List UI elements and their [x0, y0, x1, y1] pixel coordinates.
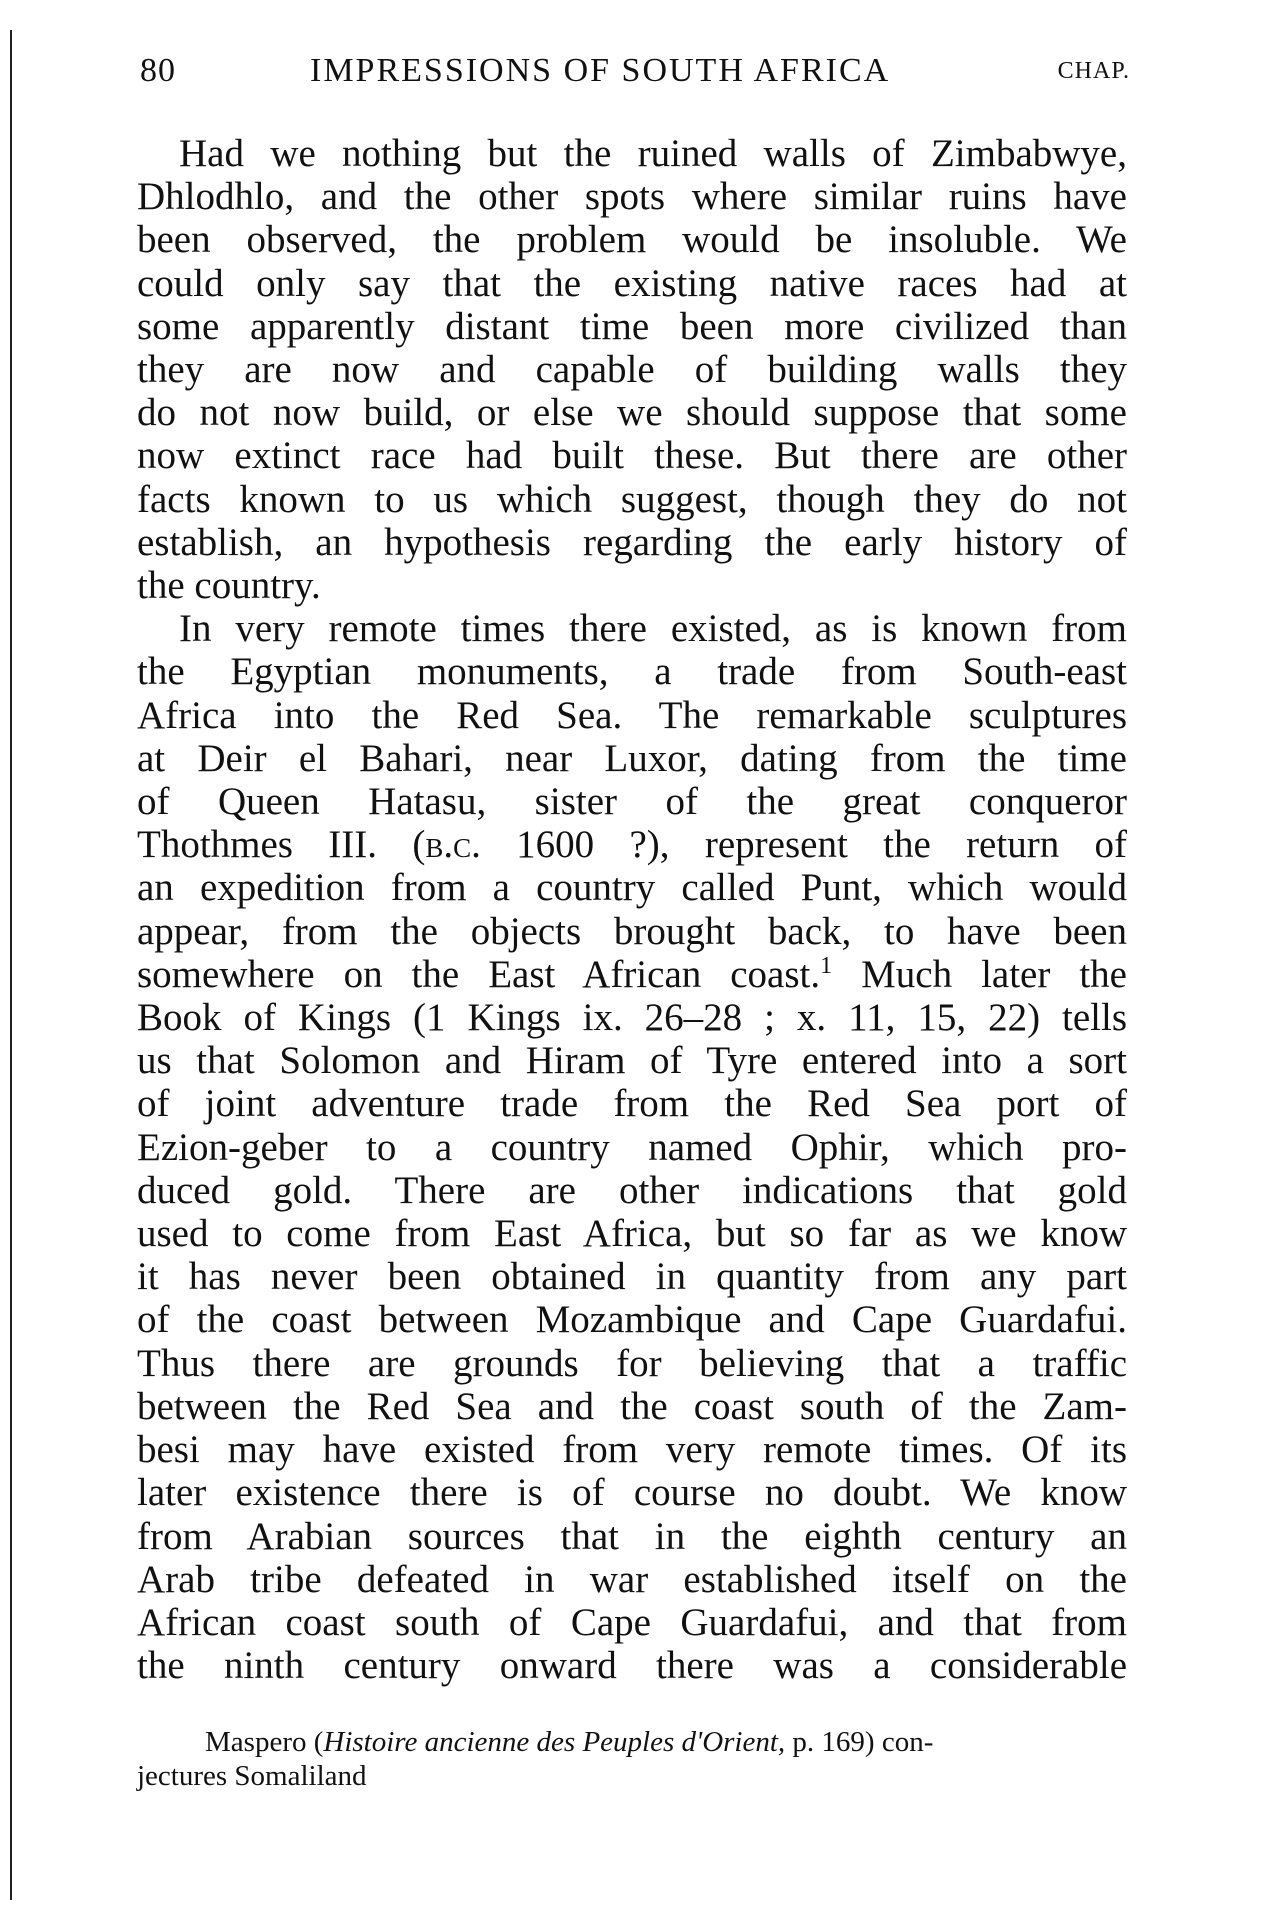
text-line: Africa into the Red Sea. The remarkable sculptures [137, 693, 1127, 737]
text-line: Thus there are grounds for believing that a traffic [137, 1341, 1127, 1385]
running-title: IMPRESSIONS OF SOUTH AFRICA [310, 52, 891, 89]
text-fragment: somewhere on the East African coast. [137, 952, 821, 996]
footnote-line: jectures Somaliland [137, 1760, 367, 1792]
text-line: do not now build, or else we should suppose that some [137, 391, 1127, 435]
footnote-italic-title: Histoire ancienne des Peuples d'Orient, [323, 1726, 786, 1758]
text-line: now extinct race had built these. But there are other [137, 434, 1127, 478]
text-line: Ezion-geber to a country named Ophir, which pro- [137, 1125, 1127, 1169]
text-line: us that Solomon and Hiram of Tyre entered into a sort [137, 1039, 1127, 1083]
text-line: duced gold. There are other indications that gold [137, 1168, 1127, 1212]
text-line: been observed, the problem would be insoluble. We [137, 218, 1127, 262]
text-line: some apparently distant time been more civilized than [137, 304, 1127, 348]
text-fragment: Much later the [832, 952, 1127, 996]
text-line: it has never been obtained in quantity from any part [137, 1255, 1127, 1299]
text-line: appear, from the objects brought back, to have been [137, 909, 1127, 953]
text-line: of Queen Hatasu, sister of the great conqueror [137, 780, 1127, 824]
running-header [140, 52, 1130, 102]
page-edge-rule [10, 30, 12, 1900]
page-number: 80 [140, 52, 176, 89]
text-line: of the coast between Mozambique and Cape Guardafui. [137, 1298, 1127, 1342]
footnote-marker: 1 [820, 952, 833, 979]
paragraph-1 [137, 132, 1127, 607]
text-line: Had we nothing but the ruined walls of Zimbabwye, [179, 132, 1127, 175]
text-line: at Deir el Bahari, near Luxor, dating from the time [137, 736, 1127, 780]
text-line: the ninth century onward there was a considerable [137, 1644, 1127, 1688]
text-line-footnote-ref [137, 953, 1127, 996]
text-line: the country. [137, 564, 321, 608]
text-line: besi may have existed from very remote times. Of its [137, 1428, 1127, 1472]
text-line: facts known to us which suggest, though they do not [137, 477, 1127, 521]
chapter-label: CHAP. [1057, 58, 1130, 84]
text-line: Dhlodhlo, and the other spots where similar ruins have [137, 175, 1127, 219]
text-fragment: 1600 ?), represent the return of [480, 823, 1127, 867]
text-line: between the Red Sea and the coast south of the Zam- [137, 1384, 1127, 1428]
text-line: could only say that the existing native races had at [137, 261, 1127, 305]
text-line: In very remote times there existed, as is known from [179, 607, 1127, 651]
text-line: an expedition from a country called Punt, which would [137, 866, 1127, 910]
text-line: establish, an hypothesis regarding the early history of [137, 520, 1127, 564]
text-line-bc [137, 823, 1127, 866]
footnote-text: Maspero ( [205, 1726, 324, 1758]
text-line: Book of Kings (1 Kings ix. 26–28 ; x. 11, 15, 22) tells [137, 996, 1127, 1040]
text-line: the Egyptian monuments, a trade from South-east [137, 650, 1127, 694]
footnote [137, 1725, 1127, 1793]
text-line: African coast south of Cape Guardafui, and that from [137, 1600, 1127, 1644]
footnote-line [137, 1725, 1127, 1759]
small-caps-bc: b.c. [425, 823, 481, 867]
text-line: of joint adventure trade from the Red Sea port of [137, 1082, 1127, 1126]
text-line: from Arabian sources that in the eighth century an [137, 1514, 1127, 1558]
paragraph-2 [137, 607, 1127, 1687]
text-line: later existence there is of course no doubt. We know [137, 1471, 1127, 1515]
text-fragment: Thothmes III. ( [137, 823, 426, 867]
text-line: used to come from East Africa, but so far as we know [137, 1212, 1127, 1256]
text-line: Arab tribe defeated in war established itself on the [137, 1557, 1127, 1601]
body-text [137, 132, 1127, 1687]
text-line: they are now and capable of building walls they [137, 348, 1127, 392]
footnote-text: p. 169) con- [785, 1726, 934, 1758]
